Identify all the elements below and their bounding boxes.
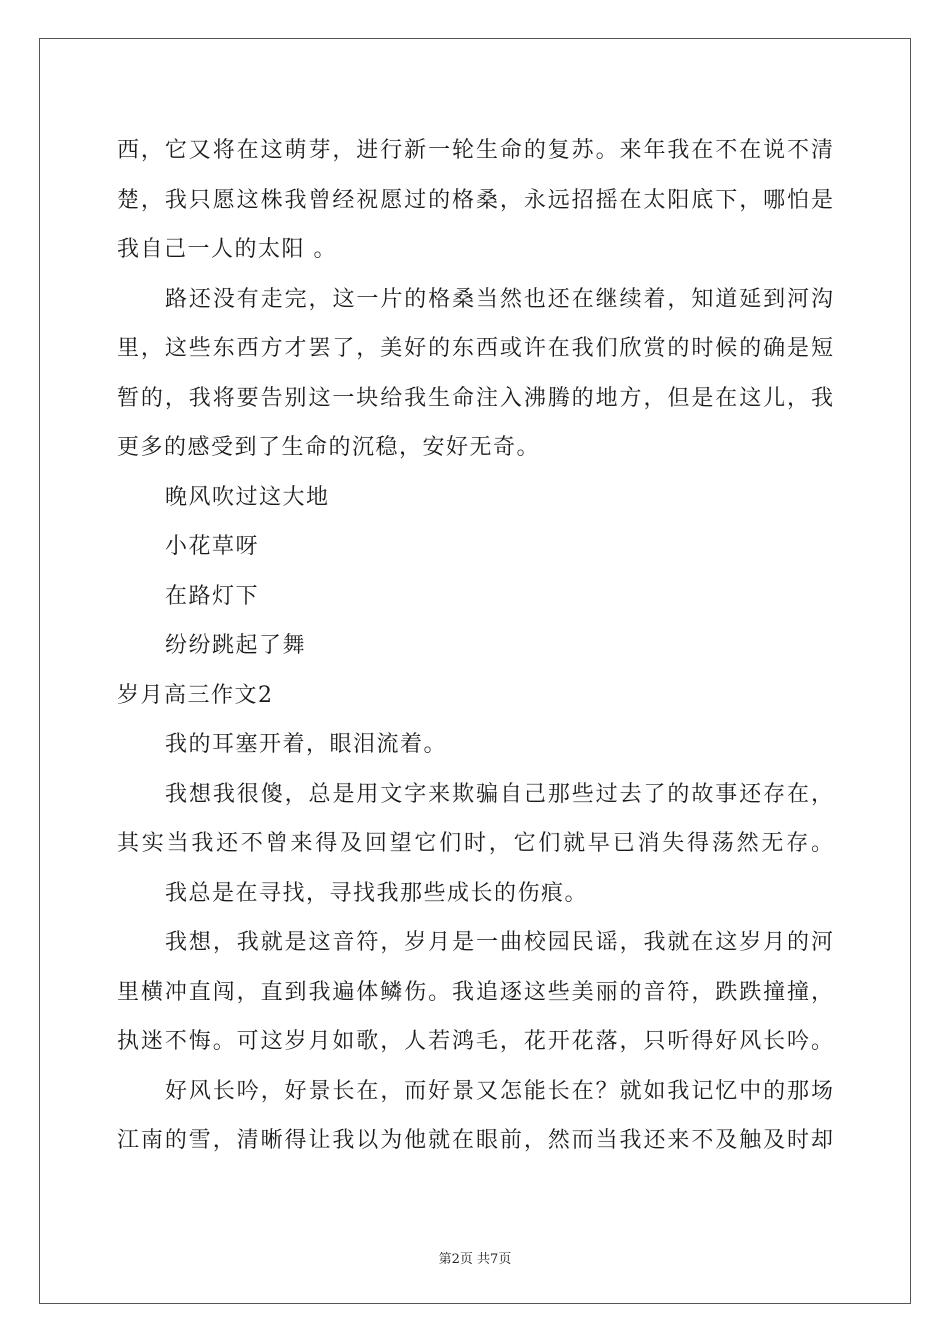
text-line: 暂的，我将要告别这一块给我生命注入沸腾的地方，但是在这儿，我: [117, 385, 833, 411]
text-line: 里横冲直闯，直到我遍体鳞伤。我追逐这些美丽的音符，跌跌撞撞，: [117, 979, 833, 1005]
paragraph-first-line: 我想，我就是这音符，岁月是一曲校园民谣，我就在这岁月的河: [165, 930, 833, 955]
text-line: 更多的感受到了生命的沉稳，安好无奇。: [117, 435, 541, 460]
text-line: 执迷不悔。可这岁月如歌，人若鸿毛，花开花落，只听得好风长吟。: [117, 1029, 833, 1054]
poem-line: 晚风吹过这大地: [165, 484, 330, 510]
paragraph-first-line: 我想我很傻，总是用文字来欺骗自己那些过去了的故事还存在，: [165, 781, 833, 807]
paragraph-first-line: 好风长吟，好景长在，而好景又怎能长在？就如我记忆中的那场: [165, 1078, 833, 1104]
text-line: 楚，我只愿这株我曾经祝愿过的格桑，永远招摇在太阳底下，哪怕是: [117, 187, 833, 213]
page-footer: 第2页 共7页: [438, 1252, 512, 1267]
paragraph-first-line: 路还没有走完，这一片的格桑当然也还在继续着，知道延到河沟: [165, 286, 833, 312]
section-heading: 岁月高三作文2: [117, 682, 274, 708]
text-line: 江南的雪，清晰得让我以为他就在眼前，然而当我还来不及触及时却: [117, 1128, 833, 1153]
text-line: 其实当我还不曾来得及回望它们时，它们就早已消失得荡然无存。: [117, 831, 833, 856]
document-body: [117, 126, 833, 1166]
text-line: 西，它又将在这萌芽，进行新一轮生命的复苏。来年我在不在说不清: [117, 138, 833, 163]
poem-line: 在路灯下: [165, 583, 260, 609]
poem-line: 小花草呀: [165, 534, 260, 559]
text-line: 我自己一人的太阳 。: [117, 237, 337, 262]
paragraph-first-line: 我总是在寻找，寻找我那些成长的伤痕。: [165, 880, 589, 906]
text-line: 里，这些东西方才罢了，美好的东西或许在我们欣赏的时候的确是短: [117, 336, 833, 361]
poem-line: 纷纷跳起了舞: [165, 633, 307, 658]
paragraph-first-line: 我的耳塞开着，眼泪流着。: [165, 732, 448, 757]
